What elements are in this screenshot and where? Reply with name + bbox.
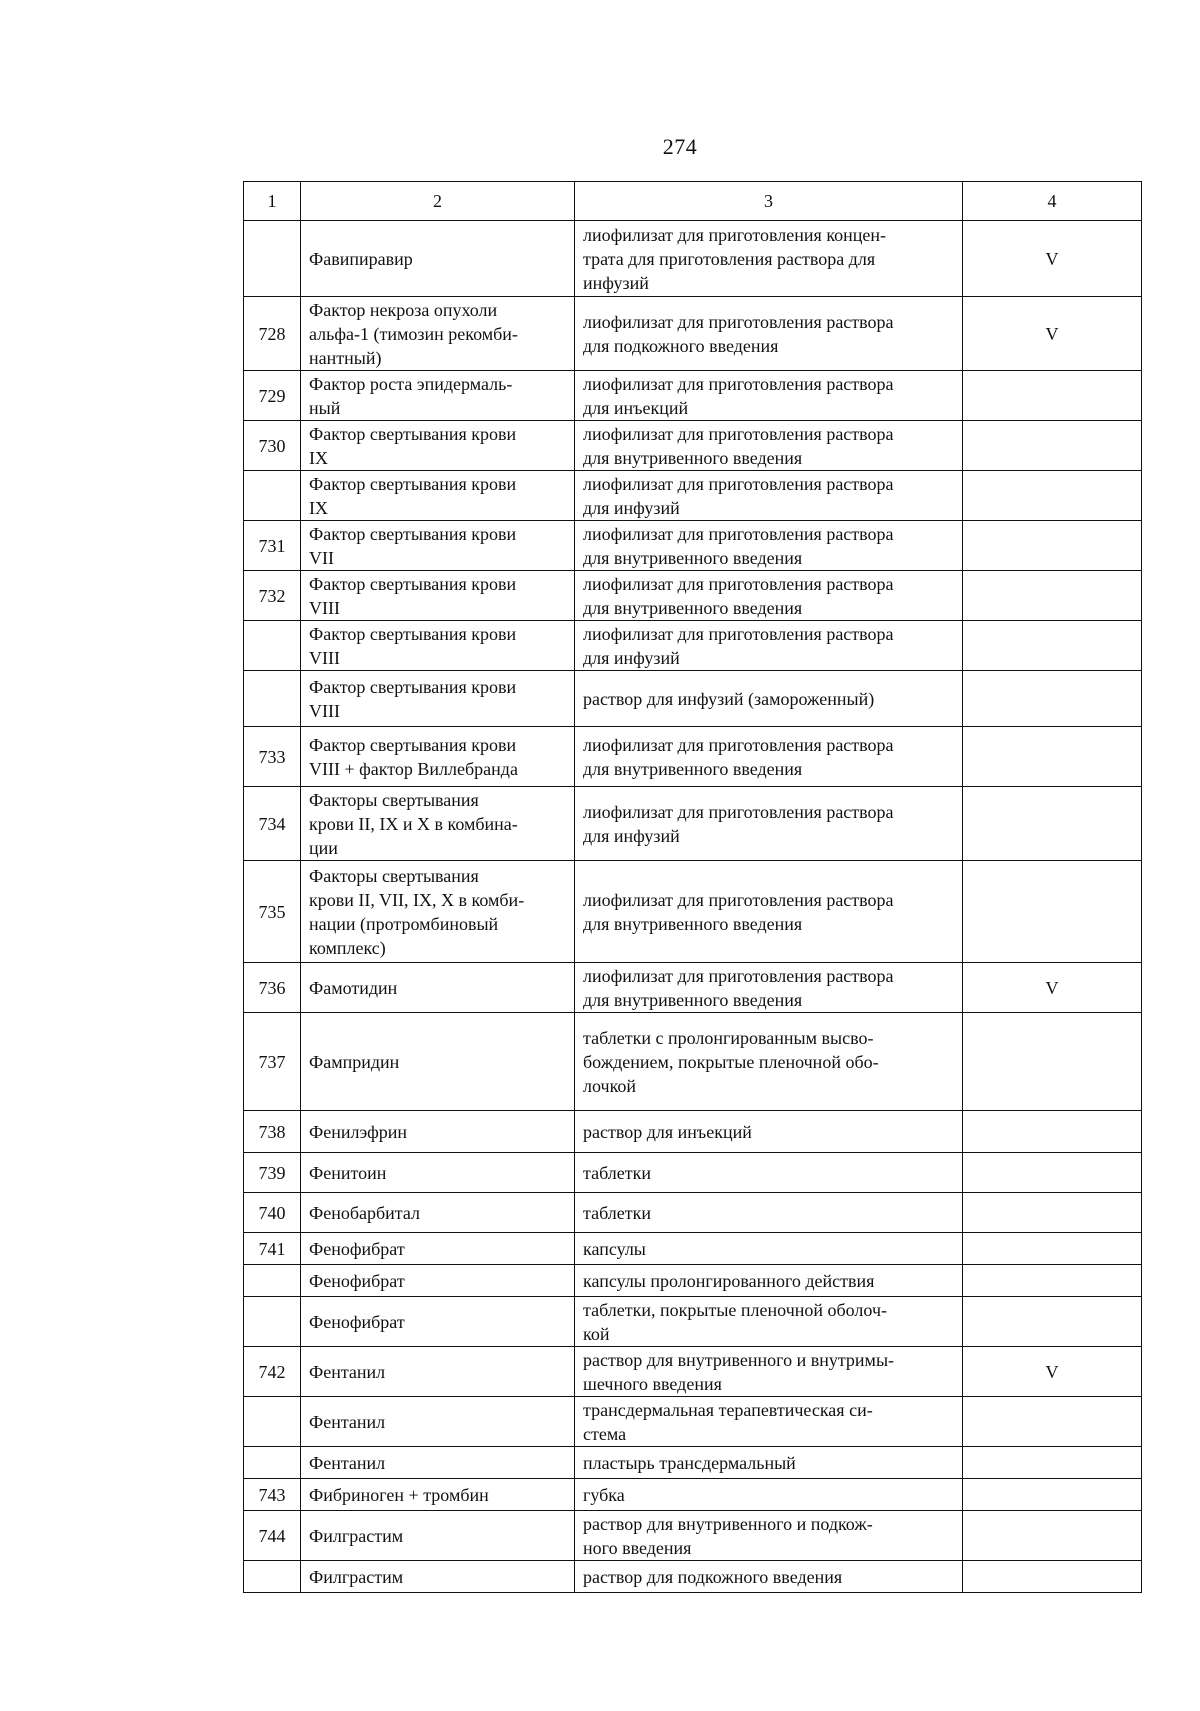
drug-name-text: Фактор роста эпидермаль- ный: [309, 373, 513, 418]
dosage-form: [575, 621, 963, 671]
dosage-form-text: лиофилизат для приготовления раствора для внутривенного введения: [583, 889, 894, 934]
vital-mark: [963, 963, 1142, 1013]
drug-name: [301, 421, 575, 471]
drug-name: [301, 1153, 575, 1193]
column-header: 4: [963, 182, 1142, 221]
dosage-form-text: раствор для внутривенного и подкож- ного введения: [583, 1513, 873, 1558]
dosage-form-text: лиофилизат для приготовления раствора для внутривенного введения: [583, 734, 894, 779]
drug-name: [301, 787, 575, 861]
dosage-form: [575, 371, 963, 421]
drug-name-text: Фенофибрат: [309, 1270, 405, 1291]
vital-mark: [963, 1265, 1142, 1297]
dosage-form-text: лиофилизат для приготовления раствора для внутривенного введения: [583, 523, 894, 568]
row-number-text: 730: [258, 435, 286, 456]
row-number-text: 744: [258, 1525, 286, 1546]
dosage-form-text: лиофилизат для приготовления раствора для инфузий: [583, 473, 894, 518]
dosage-form: [575, 963, 963, 1013]
vital-mark: [963, 1233, 1142, 1265]
drug-name-text: Фампридин: [309, 1051, 400, 1072]
dosage-form-text: лиофилизат для приготовления раствора для внутривенного введения: [583, 573, 894, 618]
drug-name: [301, 1265, 575, 1297]
dosage-form: [575, 1347, 963, 1397]
drug-name-text: Фибриноген + тромбин: [309, 1484, 489, 1505]
row-number: [244, 1111, 301, 1153]
drug-name: [301, 1511, 575, 1561]
drug-name: [301, 1447, 575, 1479]
row-number: [244, 421, 301, 471]
dosage-form-text: раствор для инфузий (замороженный): [583, 688, 875, 709]
dosage-form: [575, 1013, 963, 1111]
dosage-form-text: таблетки: [583, 1162, 652, 1183]
table-row: [244, 1561, 1142, 1593]
row-number-text: 737: [258, 1051, 286, 1072]
drug-name: [301, 1397, 575, 1447]
vital-mark: [963, 727, 1142, 787]
drug-name: [301, 371, 575, 421]
vital-mark-text: V: [1045, 323, 1059, 344]
vital-mark: [963, 371, 1142, 421]
vital-mark-text: V: [1045, 977, 1059, 998]
drug-name-text: Фактор свертывания крови VIII: [309, 676, 517, 721]
table-row: [244, 1265, 1142, 1297]
drug-name-text: Фенофибрат: [309, 1238, 405, 1259]
vital-mark: [963, 471, 1142, 521]
dosage-form-text: раствор для инъекций: [583, 1121, 752, 1142]
drug-name: [301, 297, 575, 371]
table-row: [244, 1193, 1142, 1233]
drug-name-text: Факторы свертывания крови II, IX и X в комбина- ции: [309, 789, 518, 858]
drug-name-text: Фактор свертывания крови VIII: [309, 623, 517, 668]
table-row: [244, 221, 1142, 297]
drug-name: [301, 1347, 575, 1397]
drug-name-text: Фентанил: [309, 1411, 386, 1432]
drug-name: [301, 861, 575, 963]
dosage-form: [575, 1561, 963, 1593]
dosage-form: [575, 521, 963, 571]
vital-mark: [963, 1013, 1142, 1111]
row-number: [244, 1193, 301, 1233]
row-number: [244, 1347, 301, 1397]
row-number: [244, 1233, 301, 1265]
table-row: [244, 1297, 1142, 1347]
table-row: [244, 471, 1142, 521]
drug-name-text: Фенитоин: [309, 1162, 387, 1183]
vital-mark: [963, 1561, 1142, 1593]
dosage-form-text: капсулы: [583, 1238, 646, 1259]
row-number: [244, 1013, 301, 1111]
table-row: [244, 1479, 1142, 1511]
row-number: [244, 1561, 301, 1593]
dosage-form-text: лиофилизат для приготовления раствора для инъекций: [583, 373, 894, 418]
dosage-form-text: лиофилизат для приготовления концен- трата для приготовления раствора для инфузий: [583, 224, 887, 293]
drug-name: [301, 221, 575, 297]
drug-table: [243, 181, 1142, 1593]
row-number: [244, 521, 301, 571]
table-row: [244, 1153, 1142, 1193]
dosage-form: [575, 1193, 963, 1233]
vital-mark-text: V: [1045, 1361, 1059, 1382]
row-number-text: 731: [258, 535, 286, 556]
row-number: [244, 371, 301, 421]
row-number-text: 743: [258, 1484, 286, 1505]
table-body: [244, 221, 1142, 1593]
row-number-text: 735: [258, 901, 286, 922]
row-number: [244, 1297, 301, 1347]
drug-name: [301, 1479, 575, 1511]
dosage-form: [575, 1511, 963, 1561]
drug-name: [301, 1297, 575, 1347]
drug-name: [301, 1233, 575, 1265]
dosage-form: [575, 1297, 963, 1347]
dosage-form: [575, 671, 963, 727]
drug-name-text: Фенофибрат: [309, 1311, 405, 1332]
drug-name-text: Фамотидин: [309, 977, 398, 998]
drug-name-text: Фактор свертывания крови VIII + фактор Виллебранда: [309, 734, 518, 779]
table-row: [244, 1511, 1142, 1561]
vital-mark: [963, 861, 1142, 963]
dosage-form-text: таблетки, покрытые пленочной оболоч- кой: [583, 1299, 887, 1344]
column-header: 2: [301, 182, 575, 221]
drug-name: [301, 963, 575, 1013]
dosage-form: [575, 1479, 963, 1511]
vital-mark: [963, 1193, 1142, 1233]
vital-mark: [963, 1111, 1142, 1153]
row-number-text: 733: [258, 746, 286, 767]
dosage-form: [575, 421, 963, 471]
drug-name-text: Фавипиравир: [309, 248, 413, 269]
table-row: [244, 371, 1142, 421]
dosage-form-text: капсулы пролонгированного действия: [583, 1270, 875, 1291]
dosage-form: [575, 1111, 963, 1153]
dosage-form-text: пластырь трансдермальный: [583, 1452, 796, 1473]
drug-name-text: Фентанил: [309, 1452, 386, 1473]
row-number: [244, 1397, 301, 1447]
table-row: [244, 1397, 1142, 1447]
table-row: [244, 671, 1142, 727]
dosage-form: [575, 297, 963, 371]
row-number: [244, 787, 301, 861]
dosage-form-text: губка: [583, 1484, 625, 1505]
page-number: 274: [662, 134, 698, 159]
row-number: [244, 727, 301, 787]
drug-name-text: Фактор некроза опухоли альфа-1 (тимозин рекомби- нантный): [309, 299, 518, 368]
table-row: [244, 421, 1142, 471]
table-row: [244, 521, 1142, 571]
row-number: [244, 221, 301, 297]
header-row: [244, 182, 1142, 221]
drug-name-text: Фенилэфрин: [309, 1121, 408, 1142]
dosage-form-text: лиофилизат для приготовления раствора для подкожного введения: [583, 311, 894, 356]
dosage-form: [575, 471, 963, 521]
vital-mark: [963, 1479, 1142, 1511]
drug-name-text: Фактор свертывания крови IX: [309, 473, 517, 518]
drug-name-text: Фенобарбитал: [309, 1202, 420, 1223]
drug-name: [301, 621, 575, 671]
row-number: [244, 621, 301, 671]
drug-name: [301, 1193, 575, 1233]
vital-mark: [963, 521, 1142, 571]
dosage-form: [575, 221, 963, 297]
dosage-form: [575, 1265, 963, 1297]
table-row: [244, 963, 1142, 1013]
dosage-form-text: лиофилизат для приготовления раствора для внутривенного введения: [583, 965, 894, 1010]
drug-name-text: Фактор свертывания крови VIII: [309, 573, 517, 618]
dosage-form-text: лиофилизат для приготовления раствора для инфузий: [583, 801, 894, 846]
drug-name: [301, 1111, 575, 1153]
table-row: [244, 297, 1142, 371]
dosage-form: [575, 1153, 963, 1193]
table-row: [244, 727, 1142, 787]
row-number: [244, 1479, 301, 1511]
dosage-form: [575, 1397, 963, 1447]
drug-name: [301, 671, 575, 727]
vital-mark: [963, 1447, 1142, 1479]
row-number: [244, 671, 301, 727]
row-number: [244, 963, 301, 1013]
row-number-text: 732: [258, 585, 286, 606]
dosage-form-text: таблетки с пролонгированным высво- бождением, покрытые пленочной обо- лочкой: [583, 1027, 879, 1096]
drug-name: [301, 471, 575, 521]
vital-mark: [963, 1297, 1142, 1347]
vital-mark: [963, 421, 1142, 471]
table-row: [244, 861, 1142, 963]
row-number-text: 729: [258, 385, 286, 406]
row-number-text: 742: [258, 1361, 286, 1382]
row-number: [244, 1511, 301, 1561]
vital-mark: [963, 1347, 1142, 1397]
dosage-form-text: раствор для внутривенного и внутримы- шечного введения: [583, 1349, 895, 1394]
row-number: [244, 297, 301, 371]
dosage-form-text: трансдермальная терапевтическая си- стема: [583, 1399, 873, 1444]
table-row: [244, 787, 1142, 861]
drug-name-text: Филграстим: [309, 1525, 404, 1546]
drug-name-text: Фактор свертывания крови VII: [309, 523, 517, 568]
table-row: [244, 1233, 1142, 1265]
vital-mark: [963, 221, 1142, 297]
table-row: [244, 571, 1142, 621]
dosage-form-text: раствор для подкожного введения: [583, 1566, 843, 1587]
vital-mark: [963, 1397, 1142, 1447]
table-row: [244, 621, 1142, 671]
vital-mark: [963, 571, 1142, 621]
dosage-form: [575, 1233, 963, 1265]
row-number-text: 738: [258, 1121, 286, 1142]
vital-mark: [963, 671, 1142, 727]
drug-name: [301, 1013, 575, 1111]
row-number: [244, 571, 301, 621]
vital-mark: [963, 621, 1142, 671]
column-header: 3: [575, 182, 963, 221]
drug-name: [301, 727, 575, 787]
table-row: [244, 1013, 1142, 1111]
column-header: 1: [244, 182, 301, 221]
row-number-text: 736: [258, 977, 286, 998]
dosage-form: [575, 787, 963, 861]
row-number-text: 734: [258, 813, 286, 834]
row-number: [244, 861, 301, 963]
dosage-form-text: таблетки: [583, 1202, 652, 1223]
dosage-form-text: лиофилизат для приготовления раствора для внутривенного введения: [583, 423, 894, 468]
row-number-text: 728: [258, 323, 286, 344]
drug-name-text: Факторы свертывания крови II, VII, IX, X в комби- нации (протромбиновый комплекс): [309, 865, 525, 958]
drug-name-text: Филграстим: [309, 1566, 404, 1587]
drug-name: [301, 521, 575, 571]
vital-mark-text: V: [1045, 248, 1059, 269]
drug-name-text: Фактор свертывания крови IX: [309, 423, 517, 468]
dosage-form-text: лиофилизат для приготовления раствора для инфузий: [583, 623, 894, 668]
table-row: [244, 1447, 1142, 1479]
row-number: [244, 1447, 301, 1479]
vital-mark: [963, 1511, 1142, 1561]
row-number-text: 740: [258, 1202, 286, 1223]
dosage-form: [575, 571, 963, 621]
row-number-text: 739: [258, 1162, 286, 1183]
row-number-text: 741: [258, 1238, 286, 1259]
drug-name: [301, 1561, 575, 1593]
dosage-form: [575, 861, 963, 963]
vital-mark: [963, 297, 1142, 371]
drug-name: [301, 571, 575, 621]
row-number: [244, 471, 301, 521]
row-number: [244, 1265, 301, 1297]
drug-name-text: Фентанил: [309, 1361, 386, 1382]
dosage-form: [575, 1447, 963, 1479]
vital-mark: [963, 1153, 1142, 1193]
row-number: [244, 1153, 301, 1193]
table-row: [244, 1111, 1142, 1153]
dosage-form: [575, 727, 963, 787]
table-row: [244, 1347, 1142, 1397]
vital-mark: [963, 787, 1142, 861]
